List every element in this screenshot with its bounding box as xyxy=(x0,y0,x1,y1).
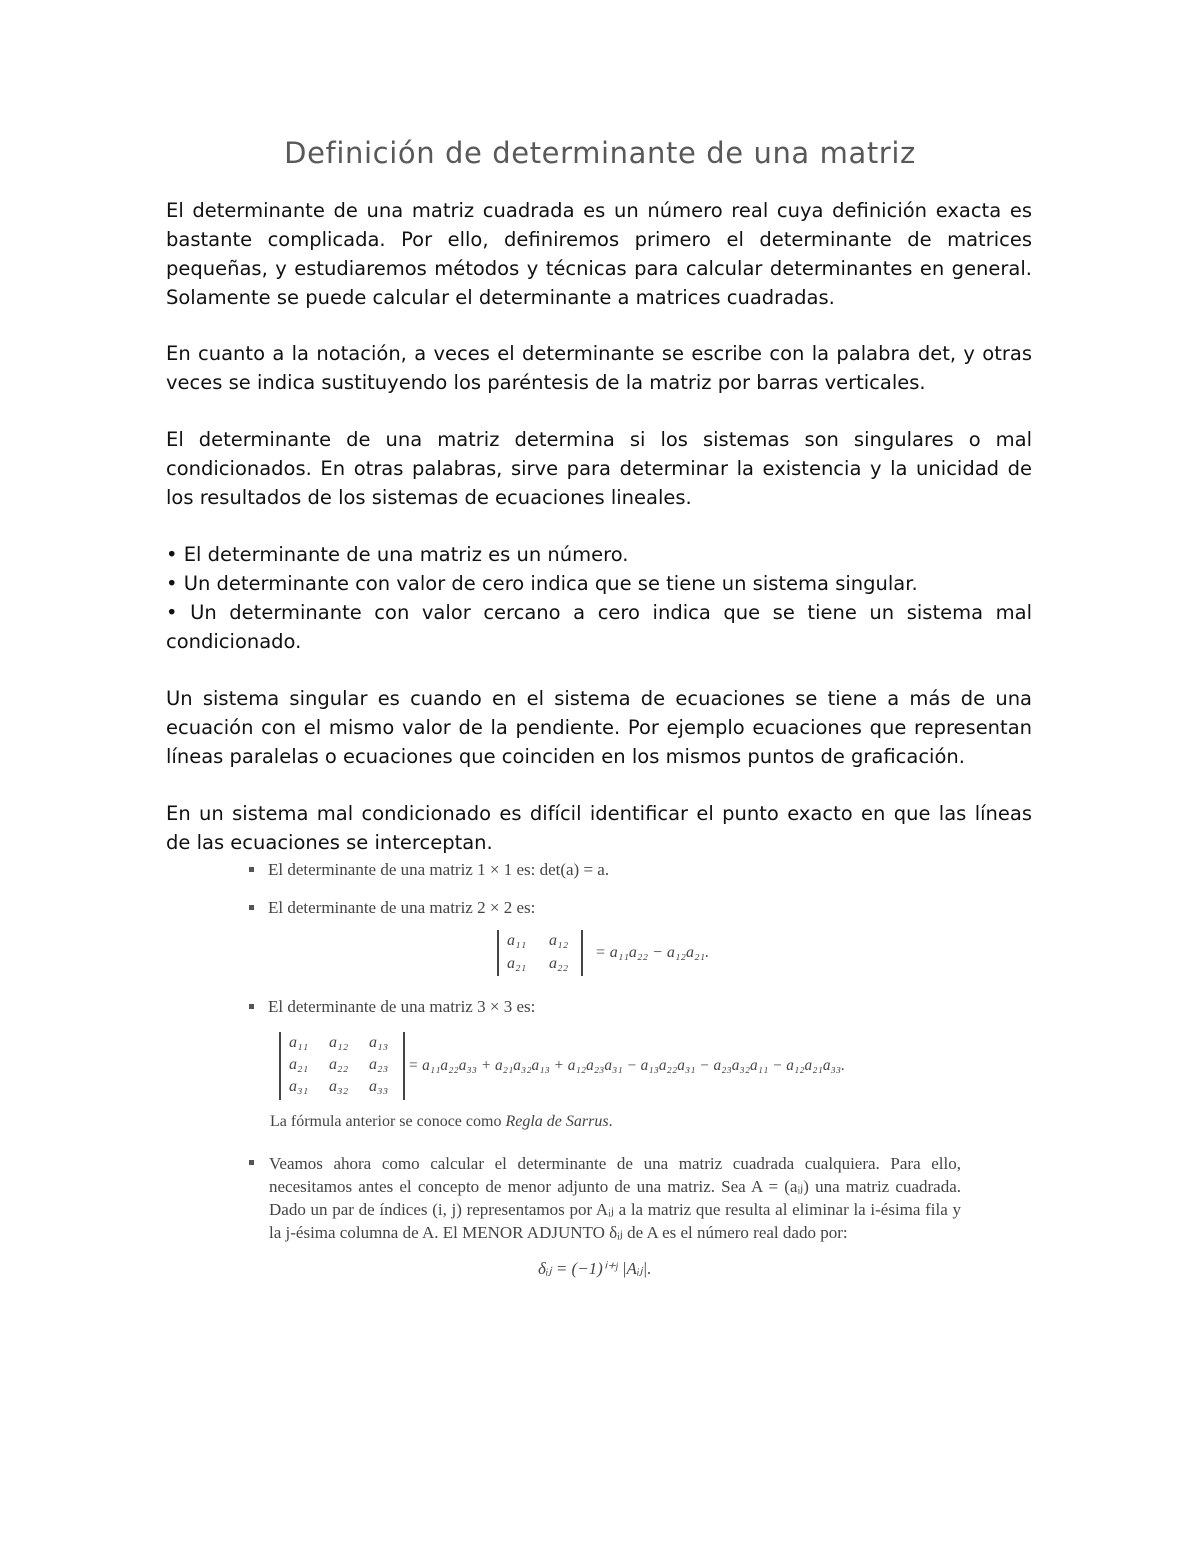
bullet-item-number: • El determinante de una matriz es un número. xyxy=(166,543,629,566)
square-bullet-icon xyxy=(249,1004,254,1009)
minor-formula: δᵢⱼ = (−1)ⁱ⁺ʲ |Aᵢⱼ|. xyxy=(538,1259,652,1278)
paragraph-definition: El determinante de una matriz cuadrada es un número real cuya definición exacta es bastante complicada. Por ello, definiremos primero el determinante de matrices pequeñas, y estudiaremos métodos y técnicas para calcular determinantes en general. Solamente se puede calcular el determinante a matrices cuadradas. xyxy=(166,199,1032,309)
paragraph-notation: En cuanto a la notación, a veces el determinante se escribe con la palabra det, y otras veces se indica sustituyendo los paréntesis de la matriz por barras verticales. xyxy=(166,342,1032,394)
matrix-cell: a₂₁ xyxy=(507,955,527,972)
math-item-2x2: El determinante de una matriz 2 × 2 es: xyxy=(249,898,535,918)
sarrus-note: La fórmula anterior se conoce como Regla de Sarrus. xyxy=(270,1113,613,1130)
matrix-cell: a₃₁ xyxy=(289,1078,309,1095)
matrix-cell: a₁₁ xyxy=(289,1034,309,1051)
math-item-minor: Veamos ahora como calcular el determinante de una matriz cuadrada cualquiera. Para ello, necesitamos antes el concepto de menor adjunto de una matriz. Sea A = (aᵢⱼ) una matriz cuadrada. Dado un par de índices (i, j) representamos por Aᵢⱼ a la matriz que resulta al eliminar la i-ésima fila y la j-ésima columna de A. El MENOR ADJUNTO δᵢⱼ de A es el número real dado por: xyxy=(249,1152,961,1244)
matrix-cell: a₂₃ xyxy=(369,1056,389,1073)
determinant-bar-left xyxy=(279,1032,281,1100)
math-item-1x1: El determinante de una matriz 1 × 1 es: det(a) = a. xyxy=(249,860,609,880)
matrix-cell: a₂₂ xyxy=(549,955,569,972)
matrix-cell: a₁₂ xyxy=(549,932,569,949)
matrix-cell: a₂₂ xyxy=(329,1056,349,1073)
matrix-cell: a₁₁ xyxy=(507,932,527,949)
bullet-item-singular: • Un determinante con valor de cero indica que se tiene un sistema singular. xyxy=(166,572,918,595)
square-bullet-icon xyxy=(249,905,254,910)
square-bullet-icon xyxy=(249,867,254,872)
sarrus-name: Regla de Sarrus xyxy=(505,1113,609,1130)
determinant-3x3-result: = a₁₁a₂₂a₃₃ + a₂₁a₃₂a₁₃ + a₁₂a₂₃a₃₁ − a₁₃a₂₂a₃₁ − a₂₃a₃₂a₁₁ − a₁₂a₂₁a₃₃. xyxy=(408,1057,845,1074)
matrix-cell: a₁₂ xyxy=(329,1034,349,1051)
matrix-cell: a₃₂ xyxy=(329,1078,349,1095)
math-item-3x3: El determinante de una matriz 3 × 3 es: xyxy=(249,997,535,1017)
matrix-cell: a₃₃ xyxy=(369,1078,389,1095)
matrix-cell: a₂₁ xyxy=(289,1056,309,1073)
square-bullet-icon xyxy=(249,1160,254,1165)
determinant-bar-left xyxy=(497,930,499,976)
document-title: Definición de determinante de una matriz xyxy=(284,136,916,170)
determinant-2x2-result: = a₁₁a₂₂ − a₁₂a₂₁. xyxy=(595,944,710,961)
paragraph-purpose: El determinante de una matriz determina si los sistemas son singulares o mal condicionados. En otras palabras, sirve para determinar la existencia y la unicidad de los resultados de los sistemas de ecuaciones lineales. xyxy=(166,428,1032,509)
determinant-bar-right xyxy=(581,930,583,976)
determinant-3x3 xyxy=(277,1032,407,1102)
paragraph-ill-conditioned-system: En un sistema mal condicionado es difícil identificar el punto exacto en que las líneas de las ecuaciones se interceptan. xyxy=(166,802,1032,854)
bullet-item-ill-conditioned: • Un determinante con valor cercano a cero indica que se tiene un sistema mal condicionado. xyxy=(166,601,1032,653)
determinant-2x2 xyxy=(495,930,595,978)
matrix-cell: a₁₃ xyxy=(369,1034,389,1051)
paragraph-singular-system: Un sistema singular es cuando en el sistema de ecuaciones se tiene a más de una ecuación con el mismo valor de la pendiente. Por ejemplo ecuaciones que representan líneas paralelas o ecuaciones que coinciden en los mismos puntos de graficación. xyxy=(166,687,1032,768)
determinant-bar-right xyxy=(403,1032,405,1100)
